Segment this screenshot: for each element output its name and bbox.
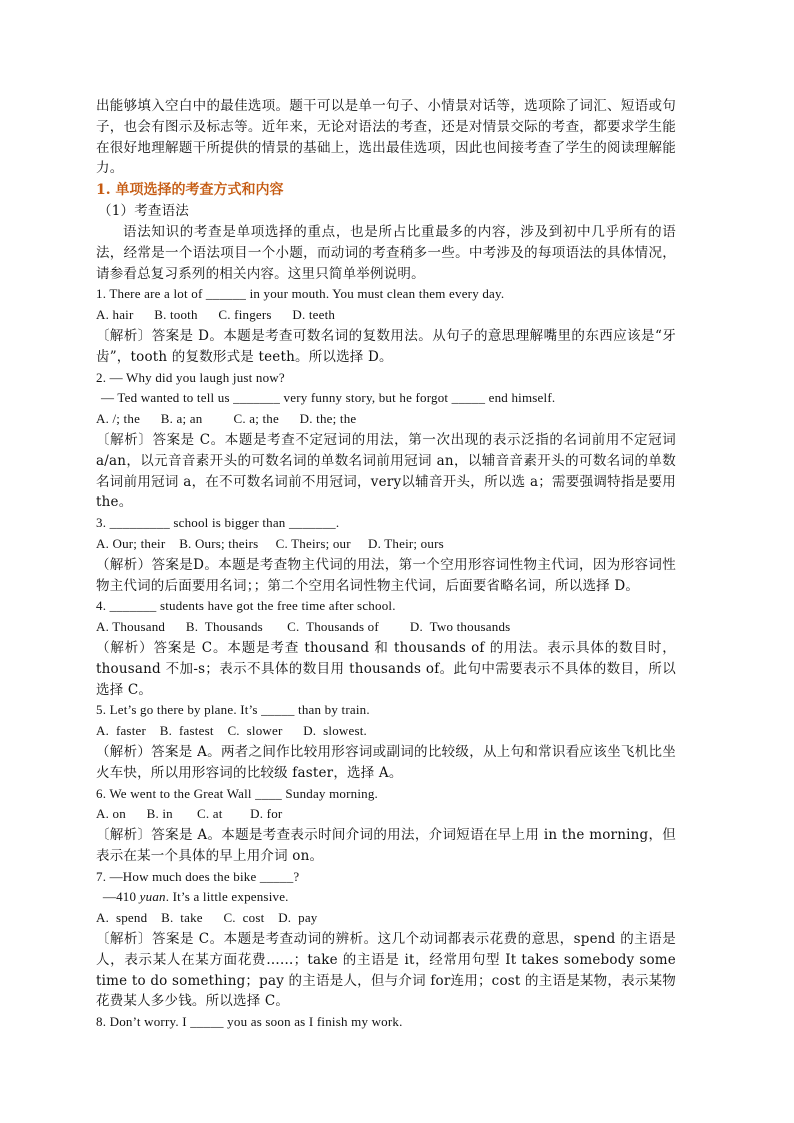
subsection-heading: （1）考查语法 xyxy=(98,203,189,220)
question-5-analysis: （解析）答案是 A。两者之间作比较用形容词或副词的比较级，从上句和常识看应该坐飞机比坐火车快，所以用形容词的比较级 faster，选择 A。 xyxy=(96,743,676,781)
section-paragraph: 语法知识的考查是单项选择的重点，也是所占比重最多的内容，涉及到初中几乎所有的语法，经常是一个语法项目一个小题，而动词的考查稍多一些。中考涉及的每项语法的具体情况，请参看总复习系列的相关内容。这里只简单举例说明。 xyxy=(96,223,676,282)
question-6-options: A. on B. in C. at D. for xyxy=(96,806,283,822)
question-6-analysis: 〔解析〕答案是 A。本题是考查表示时间介词的用法，介词短语在早上用 in the morning，但表示在某一个具体的早上用介词 on。 xyxy=(96,827,676,864)
question-2-analysis: 〔解析〕答案是 C。本题是考查不定冠词的用法，第一次出现的表示泛指的名词前用不定冠词 a/an，以元音音素开头的可数名词的单数名词前用冠词 an，以辅音音素开头的可数名词的单数名词前用冠词 a，在不可数名词前不用冠词，very以辅音开头，所以选 a；需要强调特指是要用 the。 xyxy=(96,431,676,511)
q7-reply-post: . It’s a little expensive. xyxy=(165,889,289,905)
question-4-stem: 4. _______ students have got the free time after school. xyxy=(96,598,396,614)
document-page xyxy=(96,96,676,1033)
intro-paragraph: 出能够填入空白中的最佳选项。题干可以是单一句子、小情景对话等，选项除了词汇、短语或句子，也会有图示及标志等。近年来，无论对语法的考查，还是对情景交际的考查，都要求学生能在很好地理解题干所提供的情景的基础上，选出最佳选项，因此也间接考查了学生的阅读理解能力。 xyxy=(96,98,676,177)
question-7-options: A. spend B. take C. cost D. pay xyxy=(96,910,318,926)
q7-reply-pre: —410 xyxy=(96,889,140,905)
question-1-stem: 1. There are a lot of ______ in your mouth. You must clean them every day. xyxy=(96,286,505,302)
question-4-analysis: （解析）答案是 C。本题是考查 thousand 和 thousands of 的用法。表示具体的数目时，thousand 不加-s；表示不具体的数目用 thousands of。此句中需要表示不具体的数目，所以选择 C。 xyxy=(96,639,676,698)
q7-reply-yuan: yuan xyxy=(139,889,166,905)
question-1-options: A. hair B. tooth C. fingers D. teeth xyxy=(96,307,336,323)
question-5-stem: 5. Let’s go there by plane. It’s _____ than by train. xyxy=(96,702,370,718)
question-3-analysis: （解析）答案是D。本题是考查物主代词的用法，第一个空用形容词性物主代词，因为形容词性物主代词的后面要用名词；；第二个空用名词性物主代词，后面要省略名词，所以选择 D。 xyxy=(96,556,676,594)
question-2-options: A. /; the B. a; an C. a; the D. the; the xyxy=(96,411,357,427)
question-4-options: A. Thousand B. Thousands C. Thousands of D. Two thousands xyxy=(96,619,511,635)
question-1-analysis: 〔解析〕答案是 D。本题是考查可数名词的复数用法。从句子的意思理解嘴里的东西应该是“牙齿”，tooth 的复数形式是 teeth。所以选择 D。 xyxy=(96,327,676,365)
question-7-stem-reply xyxy=(96,887,676,908)
question-7-stem: 7. —How much does the bike _____? xyxy=(96,868,300,884)
question-3-stem: 3. _________ school is bigger than _______. xyxy=(96,515,340,531)
question-8-stem: 8. Don’t worry. I _____ you as soon as I finish my work. xyxy=(96,1014,403,1030)
question-6-stem: 6. We went to the Great Wall ____ Sunday morning. xyxy=(96,785,378,801)
question-3-options: A. Our; their B. Ours; theirs C. Theirs; our D. Their; ours xyxy=(96,535,444,551)
question-2-stem: 2. — Why did you laugh just now? xyxy=(96,369,285,385)
question-2-stem-reply: — Ted wanted to tell us _______ very funny story, but he forgot _____ end himself. xyxy=(101,390,556,406)
question-5-options: A. faster B. fastest C. slower D. slowest. xyxy=(96,723,368,739)
section-heading: 1. 单项选择的考查方式和内容 xyxy=(96,182,284,199)
question-7-analysis: 〔解析〕答案是 C。本题是考查动词的辨析。这几个动词都表示花费的意思，spend 的主语是人，表示某人在某方面花费……；take 的主语是 it，经常用句型 It takes somebody some time to do something；pay 的主语是人，但与介词 for连用；cost 的主语是某物，表示某物花费某人多少钱。所以选择 C。 xyxy=(96,931,676,1010)
